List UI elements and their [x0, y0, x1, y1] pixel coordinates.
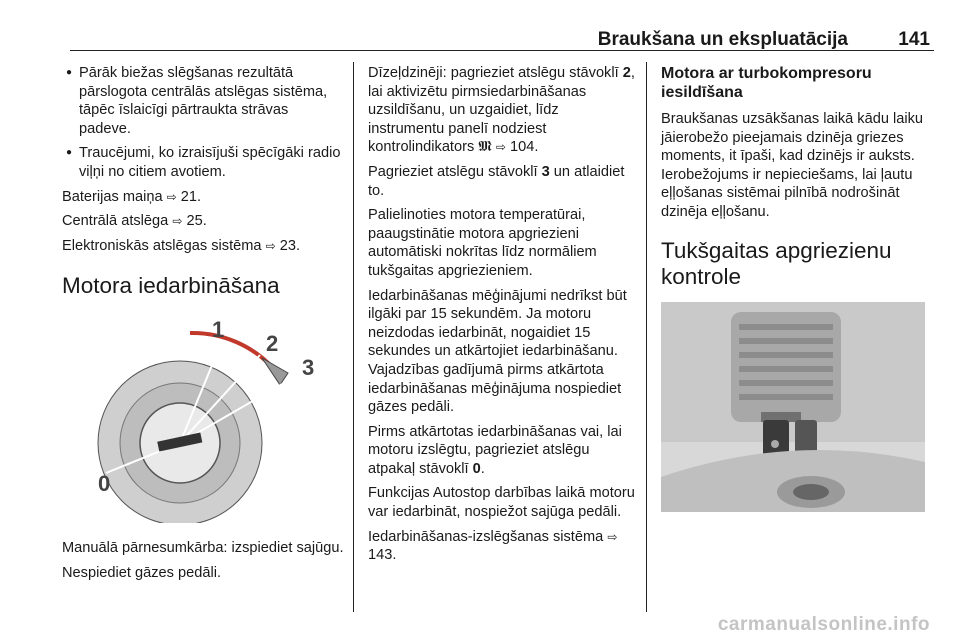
reference-page: 143.	[368, 547, 397, 564]
watermark: carmanualsonline.info	[717, 614, 930, 635]
header-rule	[70, 50, 934, 51]
reference-arrow-icon: ⇨	[166, 189, 177, 204]
reference-arrow-icon: ⇨	[495, 140, 506, 155]
position-number: 0	[472, 460, 481, 477]
column-divider	[646, 62, 647, 612]
position-number: 2	[622, 65, 631, 81]
paragraph: Nespiediet gāzes pedāli.	[62, 564, 222, 581]
page-number: 141	[898, 29, 930, 50]
bullet-item: ● Pārāk biežas slēgšanas rezultātā pārslogota centrālās atslēgas sistēma, tāpēc īslaicīgi pārtraukta strāvas padeve.	[62, 64, 344, 138]
paragraph: Iedarbināšanas mēģinājumi nedrīkst būt ilgāki par 15 sekundēm. Ja motoru neizdodas iedarbināt, nogaidiet 15 sekundes un atkārtojiet iedarbināšanu. Vajadzības gadījumā pirms atkārtota iedarbināšanas mēģinājuma nospiediet gāzes pedāli.	[368, 287, 627, 416]
column-divider	[353, 62, 354, 612]
reference-text: Centrālā atslēga	[62, 213, 169, 230]
reference-page: 23.	[279, 237, 301, 254]
reference-text: Elektroniskās atslēgas sistēma	[62, 237, 262, 254]
ignition-switch-figure	[62, 313, 342, 523]
running-header-title: Braukšana un ekspluatācija	[597, 29, 848, 50]
reference-arrow-icon: ⇨	[172, 214, 183, 229]
subsection-heading: Motora ar turbokompresoru iesildīšana	[661, 65, 872, 101]
cross-reference[interactable]	[62, 212, 344, 231]
reference-page[interactable]: 104.	[509, 139, 539, 156]
paragraph: Pirms atkārtotas iedarbināšanas vai, lai motoru izslēgtu, pagrieziet atslēgu atpakaļ stāvoklī 0.	[368, 423, 622, 477]
cross-reference[interactable]	[62, 188, 344, 207]
column-3	[661, 64, 931, 512]
position-label-2: 2	[266, 331, 279, 357]
column-2	[368, 64, 636, 571]
cross-reference[interactable]: Iedarbināšanas-izslēgšanas sistēma ⇨ 143.	[368, 528, 618, 564]
bullet-item: ● Traucējumi, ko izraisījuši spēcīgāki radio viļņi no citiem avotiem.	[62, 144, 344, 181]
preheat-indicator-icon: 𝕸	[478, 139, 492, 156]
paragraph: Pagrieziet atslēgu stāvoklī 3 un atlaidiet to.	[368, 163, 625, 199]
column-1	[62, 64, 344, 589]
paragraph: Dīzeļdzinēji: pagrieziet atslēgu stāvoklī 2, lai aktivizētu pirmsiedarbināšanas uzsildīšanu, un uzgaidiet, līdz instrumentu panelī nodziest kontrolindikators 𝕸 ⇨ 104.	[368, 65, 635, 156]
paragraph: Palielinoties motora temperatūrai, paaugstinātie motora apgriezieni automātiski nokrītas līdz normāliem tukšgaitas apgriezieniem.	[368, 207, 597, 279]
reference-arrow-icon: ⇨	[607, 529, 618, 544]
reference-page: 25.	[186, 213, 207, 230]
paragraph: Funkcijas Autostop darbības laikā motoru var iedarbināt, nospiežot sajūga pedāli.	[368, 485, 635, 521]
reference-text: Baterijas maiņa	[62, 188, 163, 205]
position-label-3: 3	[302, 355, 315, 381]
position-label-0: 0	[98, 471, 111, 497]
dashboard-switch-photo	[661, 302, 925, 512]
section-heading: Tukšgaitas apgriezienu kontrole	[661, 237, 892, 289]
paragraph: Manuālā pārnesumkārba: izspiediet sajūgu.	[62, 540, 344, 557]
section-heading: Motora iedarbināšana	[62, 273, 280, 299]
reference-arrow-icon: ⇨	[265, 238, 276, 253]
reference-page: 21.	[180, 188, 202, 205]
paragraph: Braukšanas uzsākšanas laikā kādu laiku jāierobežo pieejamais dzinēja griezes moments, it īpaši, kad dzinējs ir auksts. Ierobežojums ir nepieciešams, lai ļautu eļļošanas sistēmai pilnībā nodrošināt dzinēja eļļošanu.	[661, 111, 924, 220]
position-label-1: 1	[212, 317, 225, 343]
position-number: 3	[541, 163, 550, 180]
cross-reference[interactable]	[62, 237, 344, 256]
